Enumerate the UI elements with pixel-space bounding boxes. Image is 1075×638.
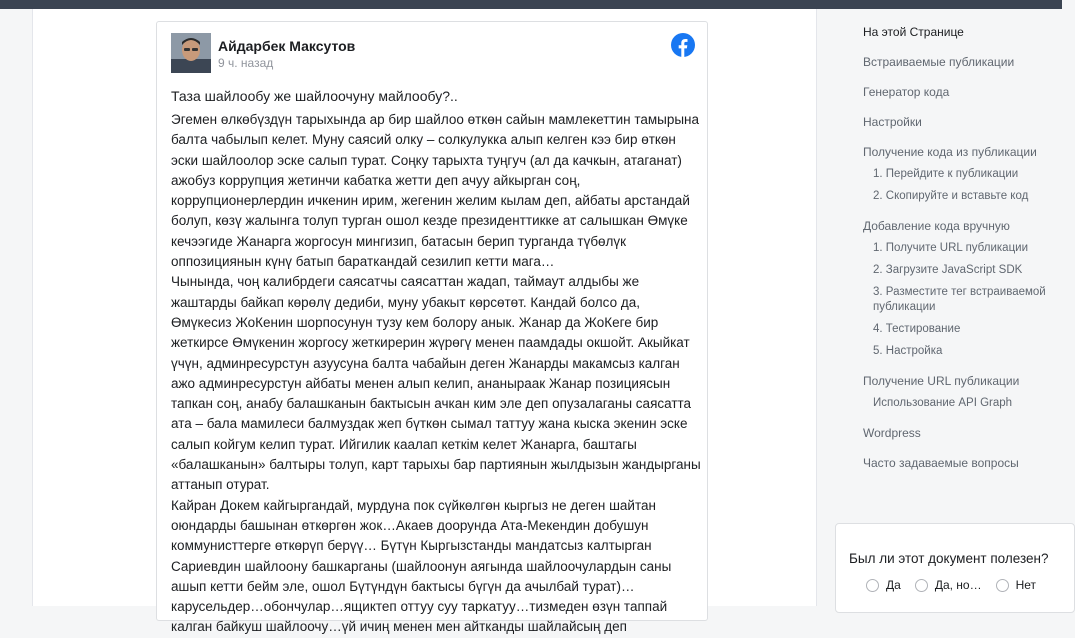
radio-button[interactable]	[996, 579, 1009, 592]
nav-item[interactable]: 3. Разместите тег встраиваемой публикации	[873, 286, 1046, 313]
radio-button[interactable]	[915, 579, 928, 592]
nav-item[interactable]: 2. Скопируйте и вставьте код	[873, 190, 1029, 202]
feedback-question: Был ли этот документ полезен?	[849, 551, 1049, 566]
feedback-option-no[interactable]	[996, 578, 1036, 592]
feedback-widget	[835, 523, 1075, 613]
feedback-option-yes[interactable]	[866, 578, 901, 592]
avatar[interactable]	[171, 33, 211, 73]
nav-item[interactable]: 1. Получите URL публикации	[873, 242, 1028, 254]
feedback-options	[866, 578, 1050, 592]
nav-item[interactable]: Встраиваемые публикации	[863, 55, 1015, 69]
feedback-option-yes-but[interactable]	[915, 578, 982, 592]
nav-item[interactable]: На этой Странице	[863, 25, 964, 39]
feedback-option-label: Да	[886, 578, 901, 592]
nav-item[interactable]: 4. Тестирование	[873, 323, 961, 335]
page-navigation	[863, 25, 1062, 471]
post-title: Таза шайлообу же шайлоочуну майлообу?..	[171, 88, 458, 104]
nav-item[interactable]: Wordpress	[863, 426, 921, 440]
nav-item[interactable]: Часто задаваемые вопросы	[863, 456, 1019, 470]
nav-item[interactable]: Использование API Graph	[873, 397, 1013, 409]
post-body: Эгемен өлкөбүздүн тарыхында ар бир шайлоо өткөн сайын мамлекеттин тамырына балта чабылып келет. Муну саясий олку – солкулукка алып келген кээ бир өткөн эски шайлоолор эске салып турат. Соңку тарыхта туңгуч (ал да качкын, атаганат) ажобуз коррупция жетинчи кабатка жетти деп ачуу айкырган соң, коррупционерлердин ичкенин ирим, жегенин желим кылам деп, айбаты арстандай болуп, көзү жалынга толуп турган ошол кезде президенттикке ат салышкан Өмүке кечээгиде Жанарга жоргосун мингизип, батасын берип турганда түбөлүк оппозициянын күнү батып бараткандай сезилип кетти мага… Чынында, чоң калибрдеги саясатчы саясаттан жадап, таймаут алдыбы же жаштарды байкап көрөлү дедиби, муну убакыт көрсөтөт. Кандай болсо да, Өмүкесиз ЖоКенин шорпосунун тузу кем болору анык. Жанар да ЖоКеге бир жеткирсе Өмүкенин жоргосу жеткирерин жүрөгү менен пaамдады окшойт. Акыйкат үчүн, админресурстун азуусуна балта чабайын деген Жанарды макамсыз калган ажо админресурстун айбаты менен алып келип, ананыраак Жанар позициясын тапкан соң, анабу балашканын бактысын ачкан ким эле деп опузалаганы саясатта ата – бала мамилеси балмуздак жеп бүткөн сымал таттуу жана кыска экенин эске салып койгум келип турат. Ийгилик каалап кеткім келет Жанарга, баштагы «балашканын» балтыры толуп, карт тарыхы бар партиянын жылдызын жандырганы аттанып отурат. Кайран Докем кайгыргандай, мурдуна пок сүйкөлгөн кыргыз не деген шайтан оюндарды башынан өткөргөн жок…Акаев доорунда Ата-Мекендин добушун коммунисттерге өткөрүп берүү… Бүтүн Кыргызстанды мандатсыз калтырган Сариевдин шайлоону башкарганы (шайлоонун аягында шайлоочулардын саны ашып кетти бейм эле, ошол Бүтүндүн бактысы бүгүн да ачылбай турат)… карусельдер…обончулар…ящиктеп оттуу суу таркатуу…тизмеден өзүн таппай калган байкуш шайлоочу…үй ичиң менен мен айтканды шайлайсың деп	[171, 112, 701, 635]
nav-item[interactable]: 2. Загрузите JavaScript SDK	[873, 264, 1023, 276]
feedback-option-label: Да, но…	[934, 578, 982, 592]
nav-item[interactable]: Добавление кода вручную	[863, 219, 1010, 233]
top-bar	[0, 0, 1062, 9]
post-author-name[interactable]: Айдарбек Максутов	[218, 38, 356, 54]
radio-button[interactable]	[866, 579, 879, 592]
nav-item[interactable]: 5. Настройка	[873, 345, 943, 357]
nav-item[interactable]: Получение кода из публикации	[863, 145, 1037, 159]
nav-item[interactable]: Настройки	[863, 115, 922, 129]
feedback-option-label: Нет	[1015, 578, 1037, 592]
nav-item[interactable]: Получение URL публикации	[863, 374, 1020, 388]
nav-item[interactable]: Генератор кода	[863, 85, 950, 99]
facebook-icon[interactable]	[671, 33, 695, 57]
embedded-post	[156, 21, 708, 635]
post-timestamp[interactable]: 9 ч. назад	[218, 56, 274, 70]
nav-item[interactable]: 1. Перейдите к публикации	[873, 168, 1019, 180]
